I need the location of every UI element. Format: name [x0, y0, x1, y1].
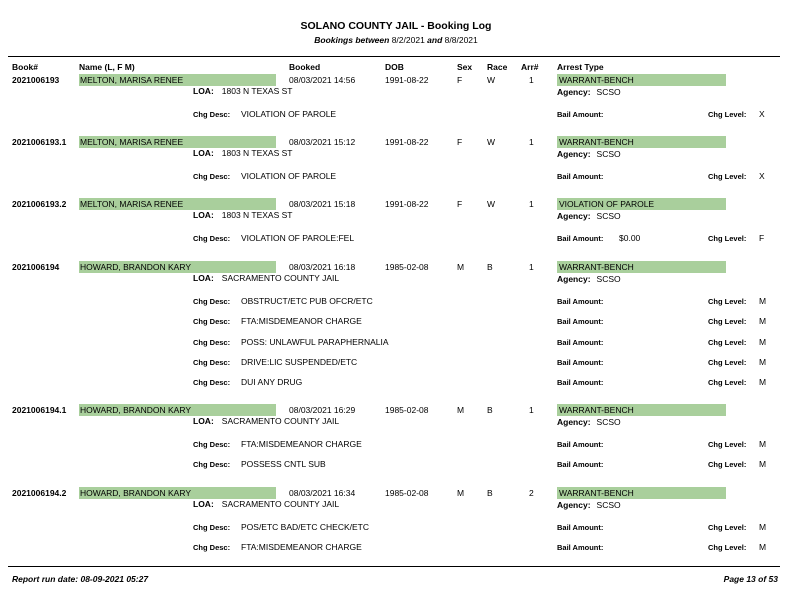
agency-label: Agency:	[557, 211, 591, 221]
loa-value: SACRAMENTO COUNTY JAIL	[221, 499, 340, 509]
charge-description: DRIVE:LIC SUSPENDED/ETC	[241, 356, 358, 367]
arrest-count: 1	[529, 199, 534, 209]
charge-level: M	[759, 439, 767, 449]
loa-label: LOA:	[193, 499, 214, 509]
charge-description: FTA:MISDEMEANOR CHARGE	[241, 542, 362, 553]
book-number: 2021006194.1	[12, 405, 67, 415]
agency-value: SCSO	[596, 274, 621, 284]
loa-value: 1803 N TEXAS ST	[221, 210, 293, 220]
race-value: W	[487, 199, 496, 209]
column-header-arrest-type: Arrest Type	[557, 62, 604, 72]
arrest-type: VIOLATION OF PAROLE	[557, 198, 726, 210]
inmate-name: HOWARD, BRANDON KARY	[79, 261, 276, 273]
location-of-arrest	[193, 210, 293, 220]
charge-desc-label: Chg Desc:	[193, 297, 231, 306]
loa-value: 1803 N TEXAS ST	[221, 148, 293, 158]
bail-amount-label: Bail Amount:	[557, 172, 604, 181]
agency-value: SCSO	[596, 211, 621, 221]
column-header-booked: Booked	[289, 62, 321, 72]
agency-value: SCSO	[596, 417, 621, 427]
loa-label: LOA:	[193, 416, 214, 426]
charge-level: M	[759, 316, 767, 327]
page-number: Page 13 of 53	[723, 574, 778, 584]
bail-amount-label: Bail Amount:	[557, 523, 604, 532]
inmate-name: MELTON, MARISA RENEE	[79, 74, 276, 86]
inmate-name: HOWARD, BRANDON KARY	[79, 487, 276, 499]
charge-level-label: Chg Level:	[708, 234, 747, 243]
agency-value: SCSO	[596, 500, 621, 510]
agency-label: Agency:	[557, 417, 591, 427]
charge-level: M	[759, 542, 767, 553]
inmate-name: MELTON, MARISA RENEE	[79, 136, 276, 148]
charge-desc-label: Chg Desc:	[193, 357, 231, 367]
booked-datetime: 08/03/2021 16:18	[289, 262, 356, 272]
sex-value: M	[457, 262, 465, 272]
bail-amount-label: Bail Amount:	[557, 357, 604, 367]
book-number: 2021006193.1	[12, 137, 67, 147]
arrest-type: WARRANT-BENCH	[557, 487, 726, 499]
charge-description: POSSESS CNTL SUB	[241, 459, 326, 470]
charge-description: FTA:MISDEMEANOR CHARGE	[241, 316, 362, 327]
location-of-arrest	[193, 273, 339, 283]
date-of-birth: 1985-02-08	[385, 488, 429, 498]
charge-level: M	[759, 296, 767, 306]
booked-datetime: 08/03/2021 14:56	[289, 75, 356, 85]
sex-value: F	[457, 199, 463, 209]
book-number: 2021006194.2	[12, 488, 67, 498]
charge-level-label: Chg Level:	[708, 110, 747, 119]
charge-level-label: Chg Level:	[708, 317, 747, 327]
date-of-birth: 1991-08-22	[385, 199, 429, 209]
charge-level-label: Chg Level:	[708, 523, 747, 532]
column-header-race: Race	[487, 62, 508, 72]
agency-value: SCSO	[596, 149, 621, 159]
charge-description: VIOLATION OF PAROLE:FEL	[241, 233, 355, 243]
bail-amount-label: Bail Amount:	[557, 110, 604, 119]
inmate-name: MELTON, MARISA RENEE	[79, 198, 276, 210]
sex-value: M	[457, 405, 465, 415]
charge-desc-label: Chg Desc:	[193, 440, 231, 449]
loa-label: LOA:	[193, 86, 214, 96]
column-header-sex: Sex	[457, 62, 473, 72]
report-subtitle	[0, 35, 792, 45]
date-of-birth: 1991-08-22	[385, 137, 429, 147]
subtitle-prefix: Bookings between	[314, 35, 390, 45]
charge-description: OBSTRUCT/ETC PUB OFCR/ETC	[241, 296, 373, 306]
arresting-agency	[557, 149, 621, 159]
charge-level-label: Chg Level:	[708, 337, 747, 347]
loa-label: LOA:	[193, 210, 214, 220]
bail-amount-label: Bail Amount:	[557, 317, 604, 327]
date-to: 8/8/2021	[444, 35, 478, 45]
arrest-count: 1	[529, 75, 534, 85]
column-header-arr: Arr#	[521, 62, 539, 72]
column-header-book: Book#	[12, 62, 38, 72]
charge-level: X	[759, 109, 765, 119]
race-value: B	[487, 488, 493, 498]
footer-rule	[8, 566, 780, 567]
location-of-arrest	[193, 86, 293, 96]
agency-label: Agency:	[557, 500, 591, 510]
arrest-count: 1	[529, 262, 534, 272]
report-run-date: Report run date: 08-09-2021 05:27	[12, 574, 149, 584]
charge-level-label: Chg Level:	[708, 378, 747, 388]
charge-description: FTA:MISDEMEANOR CHARGE	[241, 439, 362, 449]
sex-value: F	[457, 137, 463, 147]
arrest-type: WARRANT-BENCH	[557, 136, 726, 148]
charge-description: VIOLATION OF PAROLE	[241, 171, 337, 181]
race-value: B	[487, 405, 493, 415]
charge-desc-label: Chg Desc:	[193, 110, 231, 119]
date-of-birth: 1985-02-08	[385, 405, 429, 415]
agency-value: SCSO	[596, 87, 621, 97]
bail-amount-label: Bail Amount:	[557, 543, 604, 553]
book-number: 2021006193	[12, 75, 60, 85]
date-of-birth: 1985-02-08	[385, 262, 429, 272]
charge-level-label: Chg Level:	[708, 440, 747, 449]
charge-level-label: Chg Level:	[708, 357, 747, 367]
charge-level-label: Chg Level:	[708, 172, 747, 181]
charge-desc-label: Chg Desc:	[193, 523, 231, 532]
charge-desc-label: Chg Desc:	[193, 337, 231, 347]
agency-label: Agency:	[557, 274, 591, 284]
race-value: W	[487, 75, 496, 85]
arresting-agency	[557, 87, 621, 97]
charge-level: M	[759, 356, 767, 367]
location-of-arrest	[193, 499, 339, 509]
bail-amount-label: Bail Amount:	[557, 337, 604, 347]
arrest-count: 1	[529, 137, 534, 147]
agency-label: Agency:	[557, 87, 591, 97]
charge-level-label: Chg Level:	[708, 297, 747, 306]
bail-amount-label: Bail Amount:	[557, 297, 604, 306]
loa-label: LOA:	[193, 148, 214, 158]
bail-amount-label: Bail Amount:	[557, 440, 604, 449]
book-number: 2021006193.2	[12, 199, 67, 209]
arrest-type: WARRANT-BENCH	[557, 74, 726, 86]
column-header-dob: DOB	[385, 62, 404, 72]
booked-datetime: 08/03/2021 15:12	[289, 137, 356, 147]
booked-datetime: 08/03/2021 16:29	[289, 405, 356, 415]
arresting-agency	[557, 500, 621, 510]
charge-level: M	[759, 459, 767, 470]
charge-description: POSS: UNLAWFUL PARAPHERNALIA	[241, 336, 389, 347]
arrest-count: 1	[529, 405, 534, 415]
charge-level: M	[759, 522, 767, 532]
location-of-arrest	[193, 416, 339, 426]
arrest-type: WARRANT-BENCH	[557, 404, 726, 416]
charge-desc-label: Chg Desc:	[193, 378, 231, 388]
charge-desc-label: Chg Desc:	[193, 172, 231, 181]
charge-desc-label: Chg Desc:	[193, 317, 231, 327]
loa-value: 1803 N TEXAS ST	[221, 86, 293, 96]
charge-level: M	[759, 336, 767, 347]
sex-value: M	[457, 488, 465, 498]
date-of-birth: 1991-08-22	[385, 75, 429, 85]
book-number: 2021006194	[12, 262, 60, 272]
charge-level: X	[759, 171, 765, 181]
bail-amount: $0.00	[619, 233, 641, 243]
column-header-name: Name (L, F M)	[79, 62, 135, 72]
charge-level: M	[759, 377, 767, 388]
bail-amount-label: Bail Amount:	[557, 234, 604, 243]
bail-amount-label: Bail Amount:	[557, 460, 604, 470]
charge-desc-label: Chg Desc:	[193, 460, 231, 470]
charge-level-label: Chg Level:	[708, 460, 747, 470]
arrest-type: WARRANT-BENCH	[557, 261, 726, 273]
booked-datetime: 08/03/2021 15:18	[289, 199, 356, 209]
agency-label: Agency:	[557, 149, 591, 159]
charge-description: POS/ETC BAD/ETC CHECK/ETC	[241, 522, 369, 532]
race-value: W	[487, 137, 496, 147]
charge-description: VIOLATION OF PAROLE	[241, 109, 337, 119]
inmate-name: HOWARD, BRANDON KARY	[79, 404, 276, 416]
charge-desc-label: Chg Desc:	[193, 543, 231, 553]
bail-amount-label: Bail Amount:	[557, 378, 604, 388]
report-title: SOLANO COUNTY JAIL - Booking Log	[300, 20, 492, 32]
charge-level: F	[759, 233, 765, 243]
loa-value: SACRAMENTO COUNTY JAIL	[221, 416, 340, 426]
sex-value: F	[457, 75, 463, 85]
arresting-agency	[557, 211, 621, 221]
charge-desc-label: Chg Desc:	[193, 234, 231, 243]
arresting-agency	[557, 417, 621, 427]
arresting-agency	[557, 274, 621, 284]
subtitle-and: and	[427, 35, 443, 45]
charge-level-label: Chg Level:	[708, 543, 747, 553]
race-value: B	[487, 262, 493, 272]
arrest-count: 2	[529, 488, 534, 498]
header-top-rule	[8, 56, 780, 57]
booked-datetime: 08/03/2021 16:34	[289, 488, 356, 498]
loa-label: LOA:	[193, 273, 214, 283]
loa-value: SACRAMENTO COUNTY JAIL	[221, 273, 340, 283]
charge-description: DUI ANY DRUG	[241, 377, 303, 388]
location-of-arrest	[193, 148, 293, 158]
date-from: 8/2/2021	[391, 35, 425, 45]
